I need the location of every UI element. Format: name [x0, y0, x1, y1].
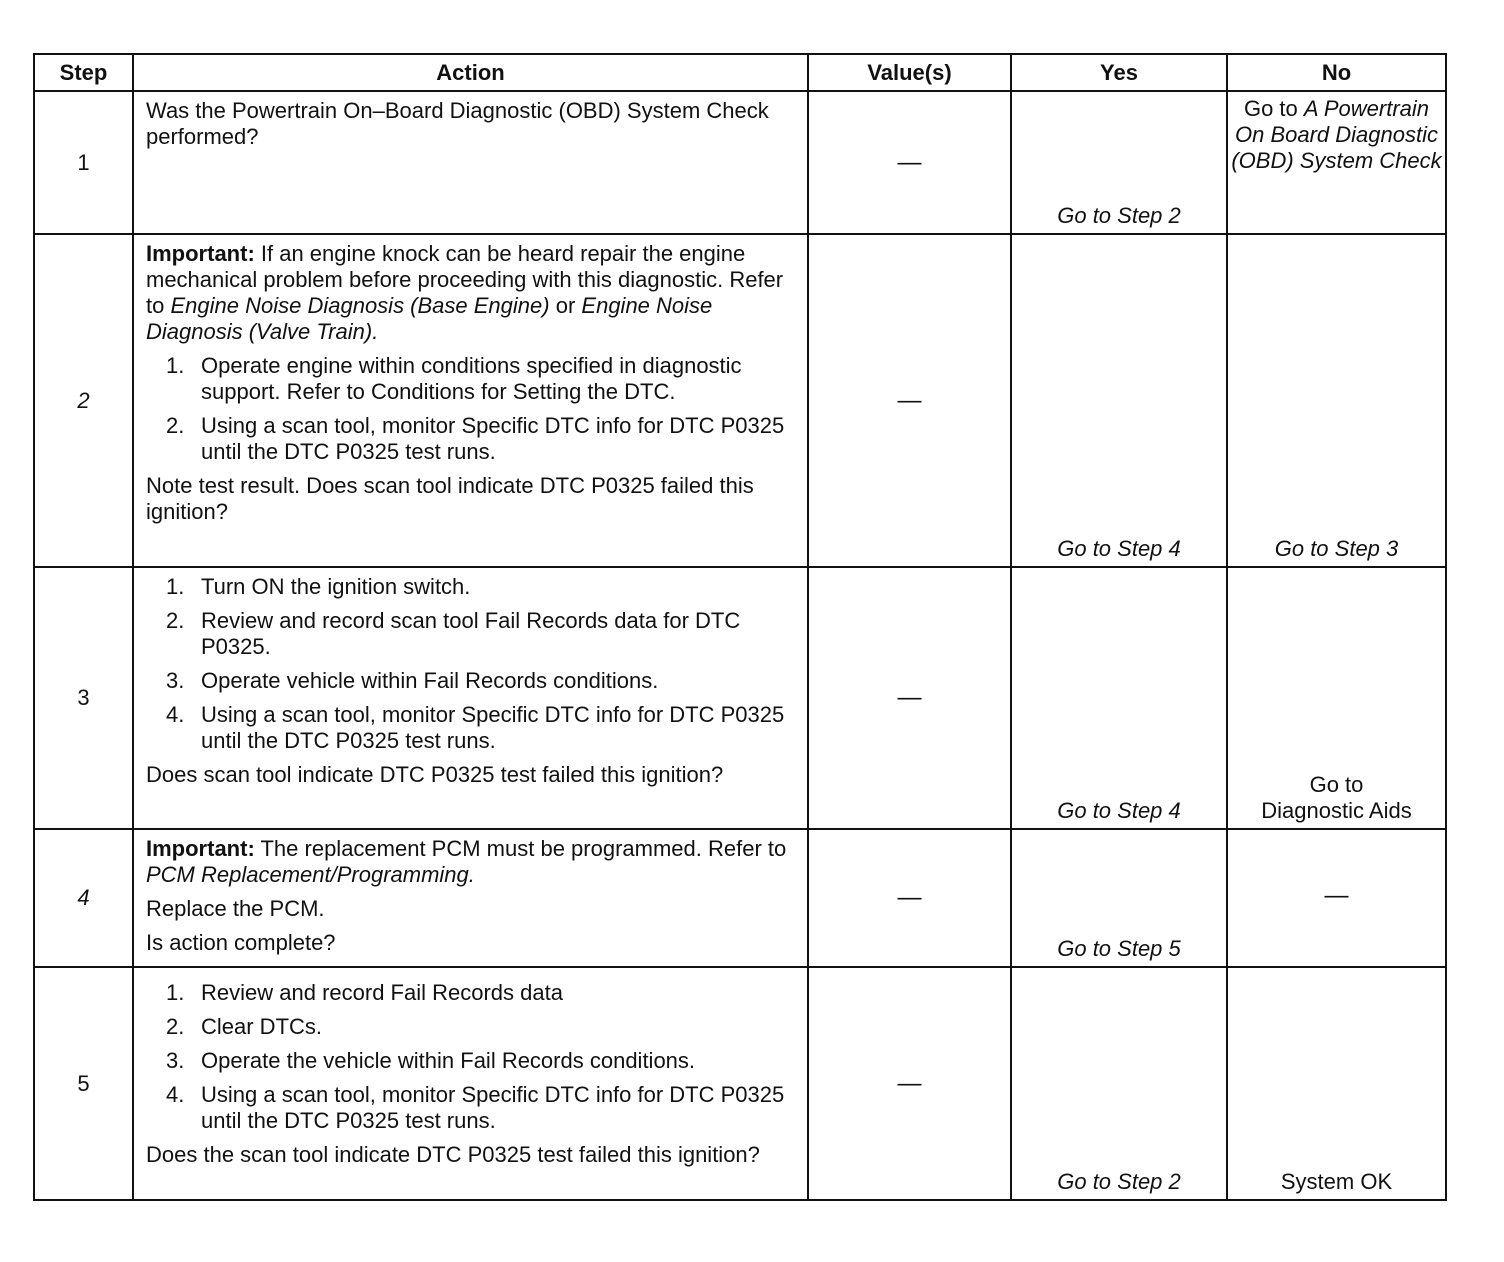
- action-cell: [133, 91, 808, 234]
- no-cell: [1227, 234, 1446, 567]
- no-link[interactable]: A Powertrain On Board Diagnostic (OBD) System Check: [1231, 96, 1442, 173]
- instruction-list: [146, 980, 799, 1134]
- step-number: 4: [34, 829, 133, 967]
- question-text: Is action complete?: [146, 930, 336, 955]
- list-text: Turn ON the ignition switch.: [201, 574, 471, 599]
- list-number: 3.: [166, 668, 185, 693]
- yes-link[interactable]: Go to Step 4: [1057, 536, 1181, 561]
- list-number: 1.: [166, 980, 185, 1005]
- important-label: Important:: [146, 241, 255, 266]
- list-text: Operate the vehicle within Fail Records conditions.: [201, 1048, 696, 1073]
- list-number: 3.: [166, 1048, 185, 1073]
- value-cell: —: [808, 567, 1011, 829]
- action-cell: [133, 567, 808, 829]
- header-no: No: [1227, 54, 1446, 91]
- diagnostic-table: [33, 53, 1447, 1201]
- table-row: [34, 967, 1446, 1200]
- header-step: Step: [34, 54, 133, 91]
- header-action: Action: [133, 54, 808, 91]
- list-item: [146, 353, 799, 405]
- list-text: Using a scan tool, monitor Specific DTC info for DTC P0325 until the DTC P0325 test runs.: [201, 413, 785, 464]
- question-text: Does scan tool indicate DTC P0325 test failed this ignition?: [146, 762, 724, 787]
- yes-link[interactable]: Go to Step 2: [1057, 203, 1181, 228]
- important-text: The replacement PCM must be programmed. Refer to: [260, 836, 787, 861]
- no-cell: System OK: [1227, 967, 1446, 1200]
- important-note: [146, 241, 799, 345]
- no-link[interactable]: Go to Step 3: [1274, 536, 1399, 561]
- instruction-list: [146, 353, 799, 465]
- list-item: [146, 702, 799, 754]
- yes-link[interactable]: Go to Step 5: [1057, 936, 1181, 961]
- table-row: [34, 829, 1446, 967]
- header-row: [34, 54, 1446, 91]
- yes-cell: [1011, 967, 1227, 1200]
- list-number: 4.: [166, 1082, 185, 1107]
- no-prefix: Go to: [1243, 96, 1298, 121]
- list-number: 2.: [166, 413, 185, 438]
- table-row: [34, 567, 1446, 829]
- list-number: 4.: [166, 702, 185, 727]
- action-cell: [133, 234, 808, 567]
- list-text: Review and record Fail Records data: [201, 980, 563, 1005]
- list-text: Using a scan tool, monitor Specific DTC info for DTC P0325 until the DTC P0325 test runs.: [201, 702, 785, 753]
- reference-link[interactable]: Engine Noise Diagnosis (Valve Train).: [146, 293, 713, 344]
- table-row: [34, 91, 1446, 234]
- list-text: Using a scan tool, monitor Specific DTC info for DTC P0325 until the DTC P0325 test runs.: [201, 1082, 785, 1133]
- no-cell: [1227, 567, 1446, 829]
- yes-cell: [1011, 234, 1227, 567]
- action-cell: [133, 967, 808, 1200]
- list-item: [146, 980, 799, 1006]
- list-item: [146, 1082, 799, 1134]
- table-row: [34, 234, 1446, 567]
- question-text: Note test result. Does scan tool indicate DTC P0325 failed this ignition?: [146, 473, 754, 524]
- action-cell: [133, 829, 808, 967]
- header-values: Value(s): [808, 54, 1011, 91]
- list-item: [146, 1048, 799, 1074]
- no-cell: —: [1227, 829, 1446, 967]
- list-number: 1.: [166, 574, 185, 599]
- or-text: or: [555, 293, 576, 318]
- instruction-list: [146, 574, 799, 754]
- yes-cell: [1011, 829, 1227, 967]
- list-number: 2.: [166, 608, 185, 633]
- value-cell: —: [808, 967, 1011, 1200]
- list-item: [146, 608, 799, 660]
- header-yes: Yes: [1011, 54, 1227, 91]
- value-cell: —: [808, 829, 1011, 967]
- step-number: 2: [34, 234, 133, 567]
- instruction-text: Replace the PCM.: [146, 896, 325, 921]
- reference-link[interactable]: PCM Replacement/Programming.: [146, 862, 475, 887]
- step-number: 3: [34, 567, 133, 829]
- yes-cell: [1011, 567, 1227, 829]
- important-label: Important:: [146, 836, 255, 861]
- no-link[interactable]: Diagnostic Aids: [1261, 798, 1412, 823]
- reference-link[interactable]: Engine Noise Diagnosis (Base Engine): [170, 293, 550, 318]
- yes-link[interactable]: Go to Step 4: [1057, 798, 1181, 823]
- list-item: [146, 574, 799, 600]
- important-note: [146, 836, 799, 888]
- list-item: [146, 1014, 799, 1040]
- list-text: Operate vehicle within Fail Records conditions.: [201, 668, 659, 693]
- list-text: Operate engine within conditions specified in diagnostic support. Refer to Conditions for Setting the DTC.: [201, 353, 742, 404]
- no-cell: [1227, 91, 1446, 234]
- yes-cell: [1011, 91, 1227, 234]
- value-cell: —: [808, 234, 1011, 567]
- no-line: Go to: [1309, 772, 1364, 797]
- important-text: If an engine knock can be heard repair the engine mechanical problem before proceeding with this diagnostic. Refer to: [146, 241, 784, 318]
- list-text: Clear DTCs.: [201, 1014, 323, 1039]
- list-text: Review and record scan tool Fail Records data for DTC P0325.: [201, 608, 741, 659]
- list-item: [146, 668, 799, 694]
- question-text: Does the scan tool indicate DTC P0325 test failed this ignition?: [146, 1142, 760, 1167]
- value-cell: —: [808, 91, 1011, 234]
- step-number: 5: [34, 967, 133, 1200]
- action-text: Was the Powertrain On–Board Diagnostic (OBD) System Check performed?: [146, 98, 769, 149]
- step-number: 1: [34, 91, 133, 234]
- list-number: 1.: [166, 353, 185, 378]
- list-number: 2.: [166, 1014, 185, 1039]
- yes-link[interactable]: Go to Step 2: [1057, 1169, 1181, 1194]
- list-item: [146, 413, 799, 465]
